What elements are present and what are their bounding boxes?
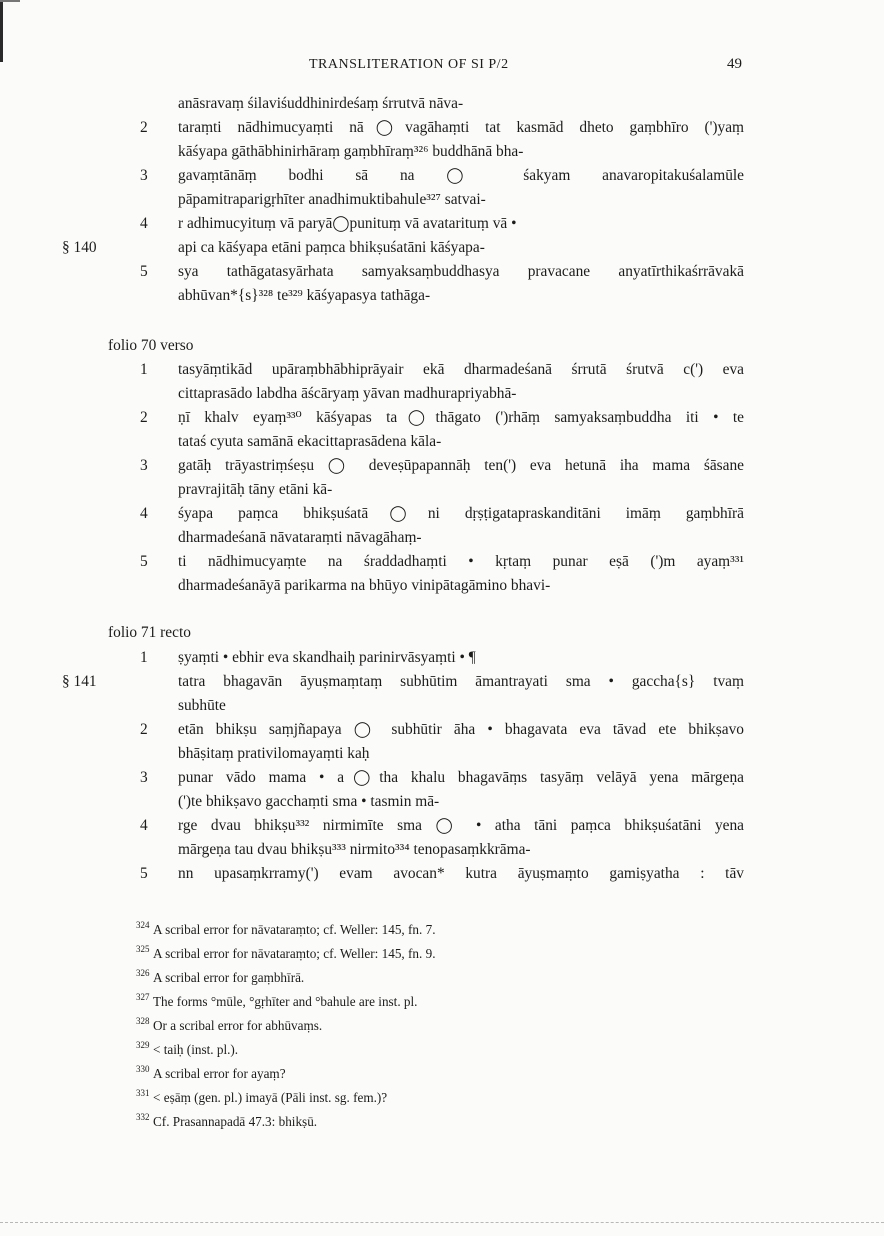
line-text: cittaprasādo labdha āścāryaṃ yāvan madhurapriyabhā- xyxy=(178,385,517,402)
line-text: punar vādo mama • a◯tha khalu bhagavāṃs tasyāṃ velāyā yena mārgeṇa xyxy=(178,769,744,786)
line-text: etān bhikṣu saṃjñapaya ◯ subhūtir āha • bhagavata eva tāvad ete bhikṣavo xyxy=(178,721,744,738)
text-line xyxy=(0,382,884,406)
footnote xyxy=(0,942,884,966)
line-text: api ca kāśyapa etāni paṃca bhikṣuśatāni kāśyapa- xyxy=(178,239,485,256)
line-number: 2 xyxy=(140,409,148,426)
line-number: 5 xyxy=(140,553,148,570)
line-number: 3 xyxy=(140,457,148,474)
text-line xyxy=(0,766,884,790)
footnote-number: 331 xyxy=(136,1088,150,1098)
text-line xyxy=(0,694,884,718)
line-number: 5 xyxy=(140,263,148,280)
text-line xyxy=(0,164,884,188)
footnote-number: 329 xyxy=(136,1040,150,1050)
footnote-text: A scribal error for nāvataraṃto; cf. Weller: 145, fn. 9. xyxy=(153,946,436,961)
footnote-number: 332 xyxy=(136,1112,150,1122)
page-number: 49 xyxy=(727,56,742,72)
line-text: pāpamitraparigṛhīter anadhimuktibahule³²⁷ satvai- xyxy=(178,191,486,208)
text-line xyxy=(0,284,884,308)
footnote-text: < eṣāṃ (gen. pl.) imayā (Pāli inst. sg. fem.)? xyxy=(153,1090,388,1105)
text-line xyxy=(0,718,884,742)
footnote xyxy=(0,918,884,942)
line-number: 3 xyxy=(140,167,148,184)
text-line xyxy=(0,502,884,526)
page-header xyxy=(0,57,884,77)
footnote-text: < taiḥ (inst. pl.). xyxy=(153,1042,239,1057)
line-number: 1 xyxy=(140,649,148,666)
text-line xyxy=(0,212,884,236)
footnote xyxy=(0,1110,884,1134)
line-text: tataś cyuta samānā ekacittaprasādena kāla- xyxy=(178,433,442,450)
footnotes xyxy=(0,918,884,1134)
line-number: 2 xyxy=(140,721,148,738)
line-number: 4 xyxy=(140,817,148,834)
text-line xyxy=(0,478,884,502)
text-line xyxy=(0,574,884,598)
text-line xyxy=(0,550,884,574)
line-text: gavaṃtānāṃ bodhi sā na ◯ śakyam anavaropitakuśalamūle xyxy=(178,167,744,184)
line-text: gatāḥ trāyastriṃśeṣu ◯ deveṣūpapannāḥ ten(') eva hetunā iha mama śāsane xyxy=(178,457,744,474)
folio-heading-70-verso: folio 70 verso xyxy=(108,337,194,354)
text-line xyxy=(0,526,884,550)
line-text: ti nādhimucyaṃte na śraddadhaṃti • kṛtaṃ punar eṣā (')m ayaṃ³³¹ xyxy=(178,553,744,570)
line-text: r adhimucyituṃ vā paryā◯punituṃ vā avatarituṃ vā • xyxy=(178,215,517,232)
line-text: rge dvau bhikṣu³³² nirmimīte sma ◯ • atha tāni paṃca bhikṣuśatāni yena xyxy=(178,817,744,834)
text-line xyxy=(0,430,884,454)
line-text: (')te bhikṣavo gacchaṃti sma • tasmin mā- xyxy=(178,793,440,810)
section-mark: § 141 xyxy=(62,673,97,690)
text-line xyxy=(0,260,884,284)
text-line xyxy=(0,814,884,838)
transliteration-block-folio-71 xyxy=(0,646,884,886)
transliteration-block-folio-70 xyxy=(0,358,884,598)
text-line xyxy=(0,116,884,140)
text-line xyxy=(0,646,884,670)
text-line xyxy=(0,358,884,382)
line-number: 4 xyxy=(140,215,148,232)
footnote xyxy=(0,1038,884,1062)
line-text: ṇī khalv eyaṃ³³⁰ kāśyapas ta◯thāgato (')rhāṃ samyaksaṃbuddha iti • te xyxy=(178,409,744,426)
footnote-text: Cf. Prasannapadā 47.3: bhikṣū. xyxy=(153,1114,318,1129)
running-head: TRANSLITERATION OF SI P/2 xyxy=(309,57,509,72)
line-number: 4 xyxy=(140,505,148,522)
footnote xyxy=(0,1062,884,1086)
line-text: nn upasaṃkrramy(') evam avocan* kutra āyuṣmaṃto gamiṣyatha : tāv xyxy=(178,865,744,882)
text-line xyxy=(0,92,884,116)
folio-heading-71-recto: folio 71 recto xyxy=(108,624,191,641)
page-edge-mark-top xyxy=(0,0,20,2)
footnote-number: 330 xyxy=(136,1064,150,1074)
line-text: anāsravaṃ śilaviśuddhinirdeśaṃ śrrutvā nāva- xyxy=(178,95,464,112)
text-line xyxy=(0,454,884,478)
text-line xyxy=(0,236,884,260)
line-text: ṣyaṃti • ebhir eva skandhaiḥ parinirvāsyaṃti • ¶ xyxy=(178,649,476,666)
line-text: dharmadeśanā nāvataraṃti nāvagāhaṃ- xyxy=(178,529,422,546)
line-text: sya tathāgatasyārhata samyaksaṃbuddhasya pravacane anyatīrthikaśrrāvakā xyxy=(178,263,744,280)
footnote-number: 328 xyxy=(136,1016,150,1026)
footnote-number: 324 xyxy=(136,920,150,930)
footnote xyxy=(0,990,884,1014)
section-mark: § 140 xyxy=(62,239,97,256)
footnote-text: A scribal error for ayaṃ? xyxy=(153,1066,286,1081)
line-text: pravrajitāḥ tāny etāni kā- xyxy=(178,481,333,498)
footnote-number: 327 xyxy=(136,992,150,1002)
footnote-text: A scribal error for nāvataraṃto; cf. Weller: 145, fn. 7. xyxy=(153,922,436,937)
line-text: śyapa paṃca bhikṣuśatā◯ni dṛṣṭigatapraskanditāni imāṃ gaṃbhīrā xyxy=(178,505,744,522)
footnote xyxy=(0,966,884,990)
line-number: 5 xyxy=(140,865,148,882)
text-line xyxy=(0,670,884,694)
line-text: dharmadeśanāyā parikarma na bhūyo vinipātagāmino bhavi- xyxy=(178,577,551,594)
line-text: tatra bhagavān āyuṣmaṃtaṃ subhūtim āmantrayati sma • gaccha{s} tvaṃ xyxy=(178,673,744,690)
line-text: tasyāṃtikād upāraṃbhābhiprāyair ekā dharmadeśanā śrrutā śrutvā c(') eva xyxy=(178,361,744,378)
footnote-number: 325 xyxy=(136,944,150,954)
text-line xyxy=(0,838,884,862)
line-number: 3 xyxy=(140,769,148,786)
line-text: kāśyapa gāthābhinirhāraṃ gaṃbhīraṃ³²⁶ buddhānā bha- xyxy=(178,143,524,160)
line-text: bhāṣitaṃ prativilomayaṃti kaḥ xyxy=(178,745,370,762)
line-text: taraṃti nādhimucyaṃti nā◯vagāhaṃti tat kasmād dheto gaṃbhīro (')yaṃ xyxy=(178,119,744,136)
text-line xyxy=(0,140,884,164)
footnote-number: 326 xyxy=(136,968,150,978)
footnote-text: Or a scribal error for abhūvaṃs. xyxy=(153,1018,323,1033)
page-bottom-edge xyxy=(0,1222,884,1224)
page-edge-mark xyxy=(0,0,3,62)
footnote-text: The forms °mūle, °gṛhīter and °bahule are inst. pl. xyxy=(153,994,418,1009)
text-line xyxy=(0,406,884,430)
text-line xyxy=(0,790,884,814)
text-line xyxy=(0,188,884,212)
line-number: 1 xyxy=(140,361,148,378)
line-number: 2 xyxy=(140,119,148,136)
footnote xyxy=(0,1014,884,1038)
line-text: abhūvan*{s}³²⁸ te³²⁹ kāśyapasya tathāga- xyxy=(178,287,431,304)
footnote xyxy=(0,1086,884,1110)
text-line xyxy=(0,742,884,766)
line-text: mārgeṇa tau dvau bhikṣu³³³ nirmito³³⁴ tenopasaṃkkrāma- xyxy=(178,841,531,858)
line-text: subhūte xyxy=(178,697,226,714)
text-line xyxy=(0,862,884,886)
footnote-text: A scribal error for gaṃbhīrā. xyxy=(153,970,305,985)
transliteration-block-folio-69 xyxy=(0,92,884,308)
